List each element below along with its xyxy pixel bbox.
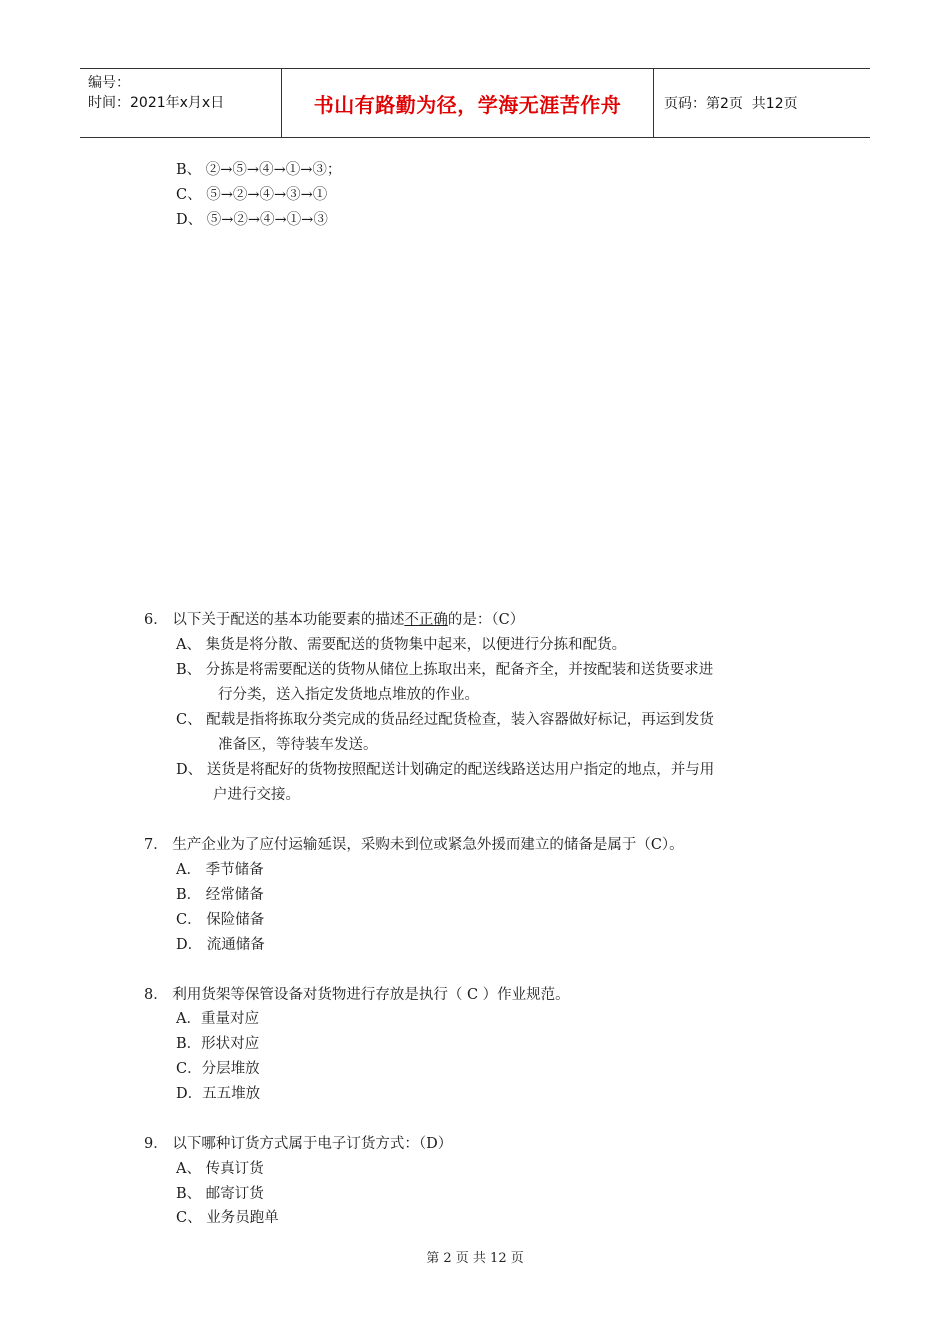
q7-option-d: D． 流通储备 — [176, 937, 265, 953]
option-c-prev: C、 ⑤→②→④→③→① — [176, 187, 328, 203]
q6-stem-post: 的是：（C） — [447, 612, 525, 628]
q7-option-a: A． 季节储备 — [176, 862, 264, 878]
q9-option-a: A、 传真订货 — [176, 1161, 264, 1177]
q9-option-b: B、 邮寄订货 — [176, 1186, 264, 1202]
header-motto: 书山有路勤为径，学海无涯苦作舟 — [313, 92, 622, 117]
q9-stem: 9． 以下哪种订货方式属于电子订货方式：（D） — [144, 1136, 453, 1152]
q6-stem — [144, 610, 524, 630]
q6-option-b: B、 分拣是将需要配送的货物从储位上拣取出来，配备齐全，并按配装和送货要求进 — [176, 662, 714, 678]
q6-option-d: D、 送货是将配好的货物按照配送计划确定的配送线路送达用户指定的地点，并与用 — [176, 762, 715, 778]
option-d-prev: D、 ⑤→②→④→①→③ — [176, 212, 328, 228]
q6-option-d-cont: 户进行交接。 — [213, 787, 300, 803]
q6-stem-underlined: 不正确 — [404, 612, 448, 628]
header-motto-cell — [282, 69, 654, 137]
q8-option-a: A．重量对应 — [176, 1011, 259, 1027]
q6-option-b-cont: 行分类，送入指定发货地点堆放的作业。 — [218, 687, 479, 703]
q6-stem-pre: 6． 以下关于配送的基本功能要素的描述 — [144, 612, 405, 628]
header-page-cell — [654, 69, 870, 137]
option-b-prev: B、 ②→⑤→④→①→③； — [176, 162, 342, 178]
q7-stem: 7． 生产企业为了应付运输延误，采购未到位或紧急外援而建立的储备是属于（C）。 — [144, 837, 684, 853]
page-footer: 第 2 页 共 12 页 — [426, 1251, 524, 1266]
header-time-label: 时间：2021年x月x日 — [88, 95, 225, 111]
header-number-label: 编号： — [88, 75, 130, 91]
header-info-cell — [80, 69, 282, 137]
page-header — [80, 68, 870, 138]
q6-option-c-cont: 准备区，等待装车发送。 — [218, 737, 378, 753]
q8-option-b: B．形状对应 — [176, 1036, 260, 1052]
q7-option-c: C． 保险储备 — [176, 912, 265, 928]
q8-stem: 8． 利用货架等保管设备对货物进行存放是执行（ C ）作业规范。 — [144, 987, 570, 1003]
q8-option-c: C．分层堆放 — [176, 1061, 260, 1077]
header-page-info: 页码：第2页 共12页 — [664, 96, 798, 112]
q9-option-c: C、 业务员跑单 — [176, 1210, 279, 1226]
q7-option-b: B． 经常储备 — [176, 887, 264, 903]
q6-option-c: C、 配载是指将拣取分类完成的货品经过配货检查，装入容器做好标记，再运到发货 — [176, 712, 714, 728]
q6-option-a: A、 集货是将分散、需要配送的货物集中起来，以便进行分拣和配货。 — [176, 637, 627, 653]
q8-option-d: D．五五堆放 — [176, 1086, 261, 1102]
